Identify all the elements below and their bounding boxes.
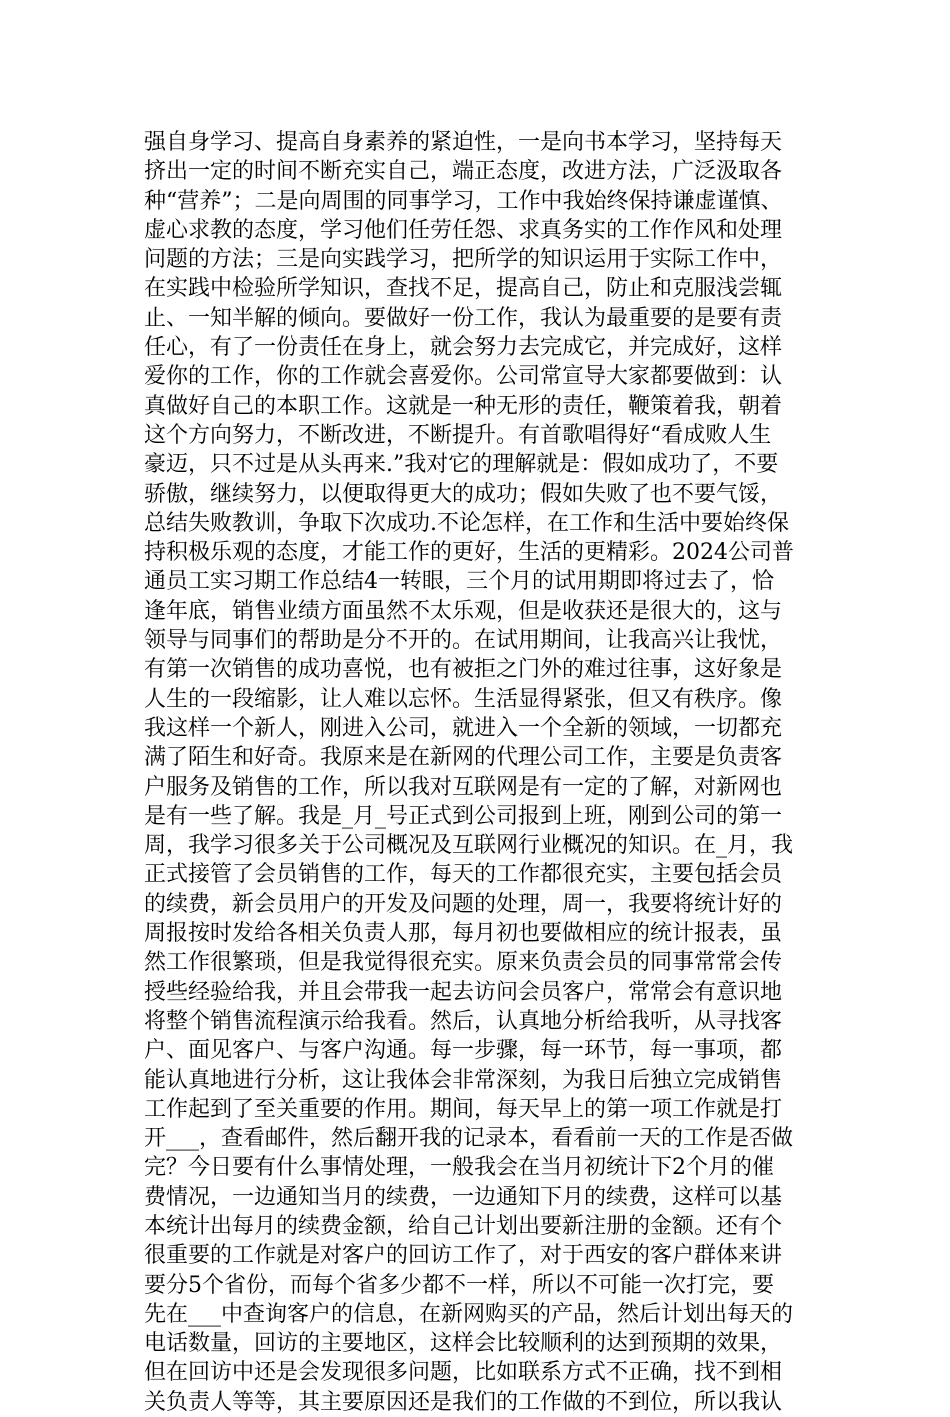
text-line: 费情况，一边通知当月的续费，一边通知下月的续费，这样可以基 xyxy=(144,1184,783,1210)
text-line: 能认真地进行分析，这让我体会非常深刻，为我日后独立完成销售 xyxy=(144,1067,783,1093)
text-line: 先在___中查询客户的信息，在新网购买的产品，然后计划出每天的 xyxy=(144,1301,794,1327)
text-line: 是有一些了解。我是_月_号正式到公司报到上班，刚到公司的第一 xyxy=(144,803,783,829)
text-line: 领导与同事们的帮助是分不开的。在试用期间，让我高兴让我忧， xyxy=(144,628,783,654)
text-line: 周，我学习很多关于公司概况及互联网行业概况的知识。在_月，我 xyxy=(144,833,794,859)
text-line: 很重要的工作就是对客户的回访工作了，对于西安的客户群体来讲 xyxy=(144,1243,783,1269)
text-line: 挤出一定的时间不断充实自己，端正态度，改进方法，广泛汲取各 xyxy=(144,159,783,185)
text-line: 正式接管了会员销售的工作，每天的工作都很充实，主要包括会员 xyxy=(144,862,783,888)
text-line: 授些经验给我，并且会带我一起去访问会员客户，常常会有意识地 xyxy=(144,979,783,1005)
text-line: 要分5个省份，而每个省多少都不一样，所以不可能一次打完，要 xyxy=(144,1272,774,1298)
text-line: 总结失败教训，争取下次成功.不论怎样，在工作和生活中要始终保 xyxy=(144,510,789,536)
text-line: 强自身学习、提高自身素养的紧迫性，一是向书本学习，坚持每天 xyxy=(144,130,783,155)
text-line: 的续费，新会员用户的开发及问题的处理，周一，我要将统计好的 xyxy=(144,891,783,917)
body-paragraph xyxy=(144,128,808,1417)
text-line: 但在回访中还是会发现很多问题，比如联系方式不正确，找不到相 xyxy=(144,1360,783,1386)
text-line: 豪迈，只不过是从头再来.”我对它的理解就是：假如成功了，不要 xyxy=(144,452,779,478)
text-line: 我这样一个新人，刚进入公司，就进入一个全新的领域，一切都充 xyxy=(144,715,783,741)
text-line: 关负责人等等，其主要原因还是我们的工作做的不到位，所以我认 xyxy=(144,1389,783,1415)
text-line: 通员工实习期工作总结4一转眼，三个月的试用期即将过去了，恰 xyxy=(144,569,774,595)
text-line: 在实践中检验所学知识，查找不足，提高自己，防止和克服浅尝辄 xyxy=(144,276,783,302)
text-line: 人生的一段缩影，让人难以忘怀。生活显得紧张，但又有秩序。像 xyxy=(144,686,783,712)
text-line: 这个方向努力，不断改进，不断提升。有首歌唱得好“看成败人生 xyxy=(144,422,772,448)
text-line: 工作起到了至关重要的作用。期间，每天早上的第一项工作就是打 xyxy=(144,1096,783,1122)
text-line: 止、一知半解的倾向。要做好一份工作，我认为最重要的是要有责 xyxy=(144,305,783,331)
text-line: 户服务及销售的工作，所以我对互联网是有一定的了解，对新网也 xyxy=(144,774,783,800)
text-line: 完？今日要有什么事情处理，一般我会在当月初统计下2个月的催 xyxy=(144,1155,774,1181)
text-line: 将整个销售流程演示给我看。然后，认真地分析给我听，从寻找客 xyxy=(144,1008,783,1034)
text-line: 骄傲，继续努力，以便取得更大的成功；假如失败了也不要气馁， xyxy=(144,481,783,507)
text-line: 然工作很繁琐，但是我觉得很充实。原来负责会员的同事常常会传 xyxy=(144,950,783,976)
text-line: 本统计出每月的续费金额，给自己计划出要新注册的金额。还有个 xyxy=(144,1213,783,1239)
text-line: 爱你的工作，你的工作就会喜爱你。公司常宣导大家都要做到：认 xyxy=(144,364,783,390)
text-line: 任心，有了一份责任在身上，就会努力去完成它，并完成好，这样 xyxy=(144,335,783,361)
text-line: 真做好自己的本职工作。这就是一种无形的责任，鞭策着我，朝着 xyxy=(144,393,783,419)
text-line: 逢年底，销售业绩方面虽然不太乐观，但是收获还是很大的，这与 xyxy=(144,598,783,624)
text-line: 持积极乐观的态度，才能工作的更好，生活的更精彩。2024公司普 xyxy=(144,540,794,566)
text-line: 电话数量，回访的主要地区，这样会比较顺利的达到预期的效果， xyxy=(144,1331,783,1357)
text-line: 有第一次销售的成功喜悦，也有被拒之门外的难过往事，这好象是 xyxy=(144,657,783,683)
text-line: 虚心求教的态度，学习他们任劳任怨、求真务实的工作作风和处理 xyxy=(144,217,783,243)
text-line: 问题的方法；三是向实践学习，把所学的知识运用于实际工作中， xyxy=(144,247,783,273)
text-line: 种“营养”；二是向周围的同事学习，工作中我始终保持谦虚谨慎、 xyxy=(144,188,783,214)
text-line: 周报按时发给各相关负责人那，每月初也要做相应的统计报表，虽 xyxy=(144,921,783,947)
text-line: 户、面见客户、与客户沟通。每一步骤，每一环节，每一事项，都 xyxy=(144,1038,783,1064)
text-line: 开___，查看邮件，然后翻开我的记录本，看看前一天的工作是否做 xyxy=(144,1126,794,1152)
text-line: 满了陌生和好奇。我原来是在新网的代理公司工作，主要是负责客 xyxy=(144,745,783,771)
